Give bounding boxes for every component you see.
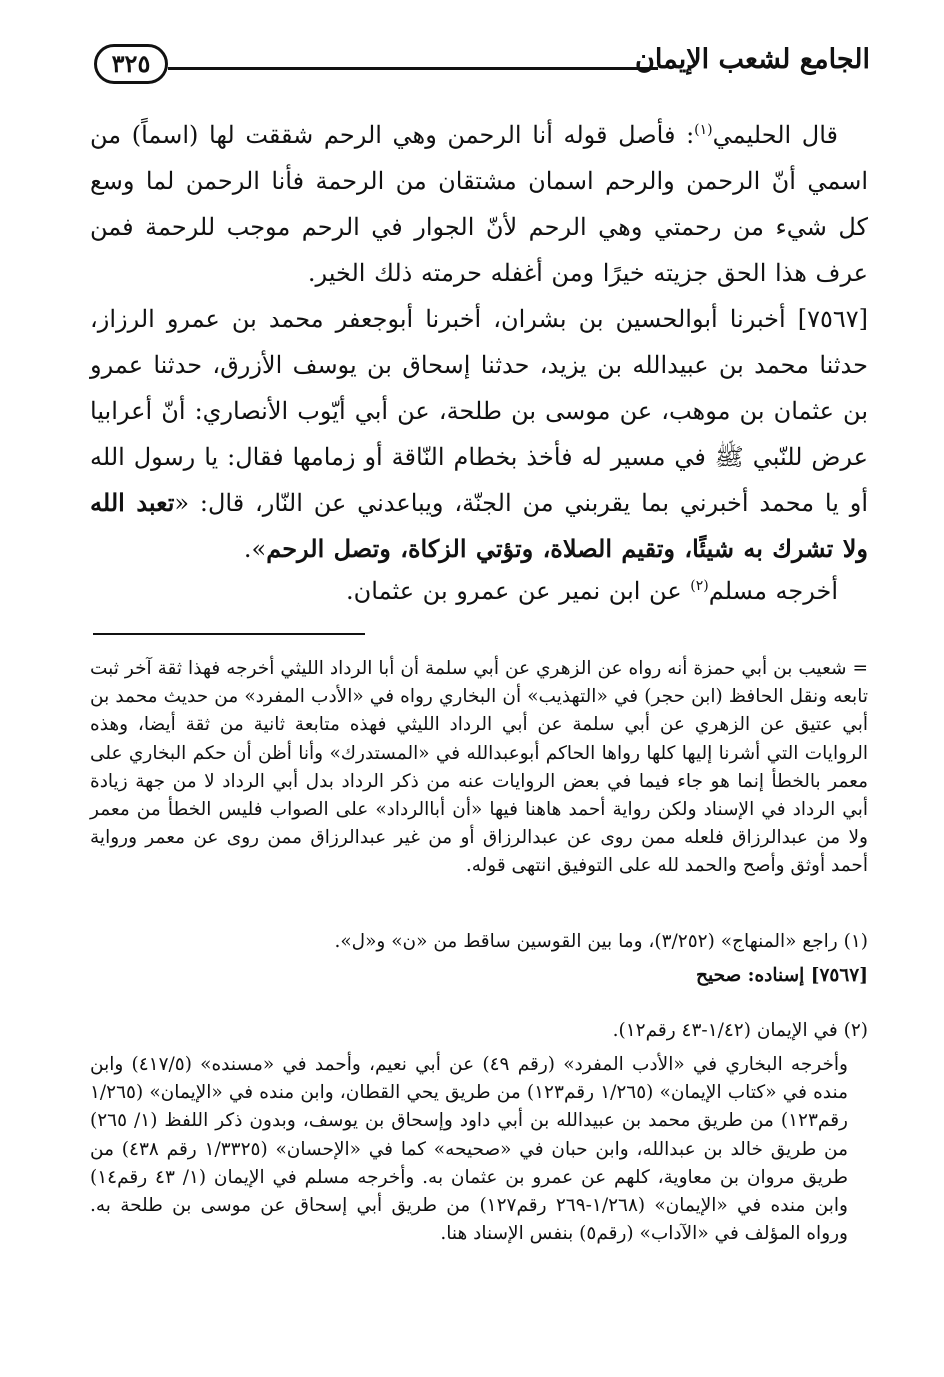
hadith-matn-bold: تعبد الله ولا تشرك به شيئًا، وتقيم الصلاة، وتؤتي الزكاة، وتصل الرحم xyxy=(90,488,868,563)
footnote-isnad-grade: [٧٥٦٧] إسناده: صحيح xyxy=(696,965,868,986)
page-header xyxy=(90,38,870,98)
p3-text-a: أخرجه مسلم xyxy=(708,577,838,605)
p2-text-b: ». xyxy=(243,535,267,563)
paragraph-hadith-7567 xyxy=(90,296,868,572)
footnote-separator xyxy=(93,633,365,635)
footnote-1: (١) راجع «المنهاج» (٣/٢٥٢)، وما بين القوسين ساقط من «ن» و«ل». xyxy=(334,931,868,952)
p1-text-a: قال الحليمي xyxy=(712,121,839,149)
footnote-ref-2: (٢) xyxy=(690,578,709,594)
header-rule xyxy=(168,67,658,70)
footnote-continued: = شعيب بن أبي حمزة أنه رواه عن الزهري عن أبي سلمة أن أبا الرداد الليثي أخرجه فهذا ثقة آخر ثبت تابعه ونقل الحافظ (ابن حجر) في «التهذيب» أن البخاري رواه في «الأدب المفرد» من حديث محمد بن أبي عتيق عن الزهري عن أبي سلمة عن أبي الرداد الليثي فهذه متابعة ثانية من ثقة أيضا، وهذه الروايات التي أشرنا إليها كلها رواها الحاكم أبوعبدالله في «المستدرك» وأنا أظن أن حكم البخاري على معمر بالخطأ إنما هو جاء فيما في بعض الروايات عنه من ذكر الرداد بدل أبي الرداد لا من جهة زيادة أبي الرداد في الإسناد ولكن رواية أحمد هاهنا فيها «أن أباالرداد» على الصواب فليس الخطأ من معمر ولا من عبدالرزاق فلعله ممن روى عن عبدالرزاق أو من غير عبدالرزاق ممن روى عن معمر ورواية أحمد أوثق وأصح والحمد لله على التوفيق انتهى قوله. xyxy=(90,658,868,877)
page-number: ٣٢٥ xyxy=(94,44,168,84)
p2-text-a: [٧٥٦٧] أخبرنا أبوالحسين بن بشران، أخبرنا أبوجعفر محمد بن عمرو الرزاز، حدثنا محمد بن عبيدالله بن يزيد، حدثنا إسحاق بن يوسف الأزرق، حدثنا عمرو بن عثمان بن موهب، عن موسى بن طلحة، عن أبي أيّوب الأنصاري: أنّ أعرابيا عرض للنّبي ﷺ في مسير له فأخذ بخطام النّاقة أو زمامها فقال: يا رسول الله أو يا محمد أخبرني بما يقربني من الجنّة، ويباعدني عن النّار، قال: « xyxy=(90,305,868,517)
paragraph-takhrij xyxy=(90,568,868,614)
p1-text-b: : فأصل قوله أنا الرحمن وهي الرحم شققت لها (اسماً) من اسمي أنّ الرحمن والرحم اسمان مشتقان من الرحمة فأنا الرحمن لما وسع كل شيء من رحمتي وهي الرحم لأنّ الجوار في الرحم موجب للرحمة فمن عرف هذا الحق جزيته خيرًا ومن أغفله حرمته ذلك الخير. xyxy=(90,121,868,287)
paragraph-halimi xyxy=(90,112,868,296)
p3-text-b: عن ابن نمير عن عمرو بن عثمان. xyxy=(346,577,691,605)
footnote-2-details: وأخرجه البخاري في «الأدب المفرد» (رقم ٤٩) عن أبي نعيم، وأحمد في «مسنده» (٤١٧/٥) وابن منده في «كتاب الإيمان» (١/٢٦٥ رقم١٢٣) من طريق يحي القطان، وابن منده في «الإيمان» (١/٢٦٥ رقم١٢٣) من طريق محمد بن عبيدالله بن أبي داود وإسحاق بن يوسف، وبدون ذكر اللفظ (١/ ٢٦٥) من طريق خالد بن عبدالله، وابن حبان في «صحيحه» كما في «الإحسان» (١/٣٣٢٥ رقم ٤٣٨) من طريق مروان بن معاوية، كلهم عن عمرو بن عثمان به. وأخرجه مسلم في الإيمان (١/ ٤٣ رقم١٤) وابن منده في «الإيمان» (١/٢٦٨-٢٦٩ رقم١٢٧) من طريق أبي إسحاق عن موسى بن طلحة به. ورواه المؤلف في «الآداب» (رقم٥) بنفس الإسناد هنا. xyxy=(90,1054,848,1245)
running-title: الجامع لشعب الإيمان xyxy=(635,44,870,75)
footnote-2: (٢) في الإيمان (١/٤٢-٤٣ رقم١٢). xyxy=(612,1020,868,1041)
footnote-ref-1: (١) xyxy=(694,122,713,138)
